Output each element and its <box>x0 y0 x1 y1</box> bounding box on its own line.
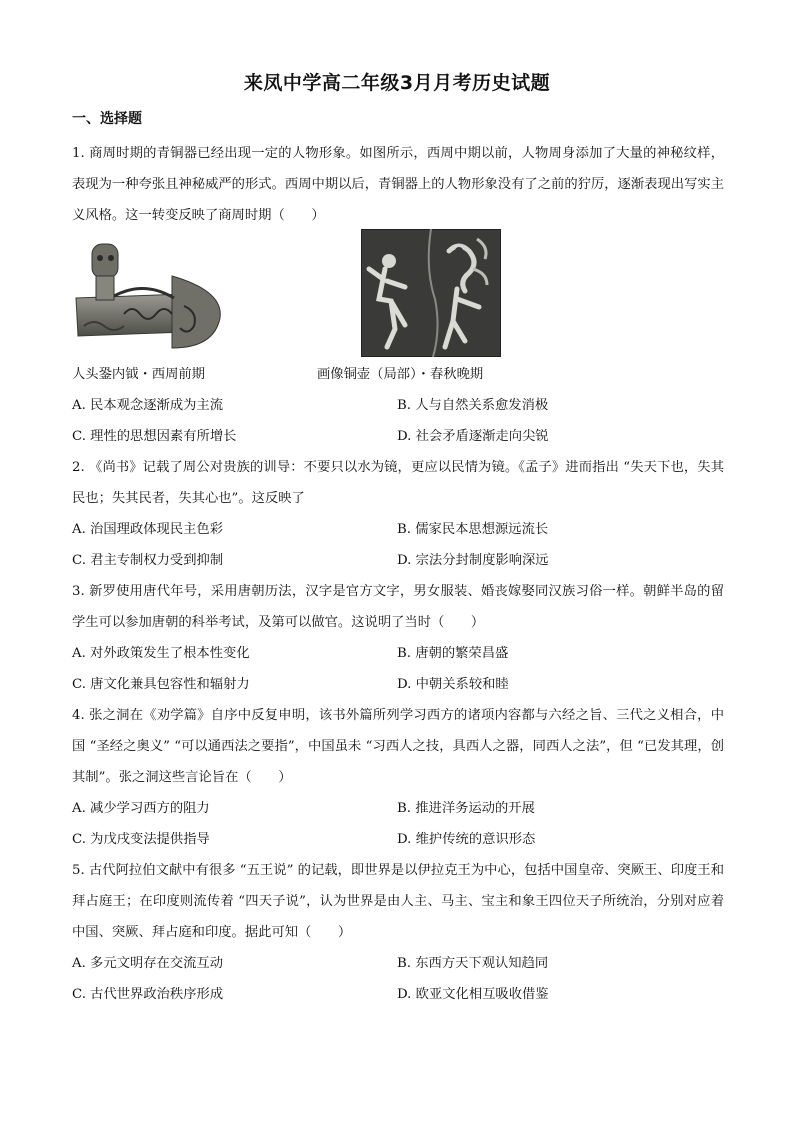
figure-caption-2: 画像铜壶（局部）・春秋晚期 <box>317 367 484 382</box>
option-d[interactable]: D. 维护传统的意识形态 <box>397 832 536 847</box>
option-a[interactable]: A. 治国理政体现民主色彩 <box>72 522 224 537</box>
option-b[interactable]: B. 儒家民本思想源远流长 <box>397 522 549 537</box>
question-stem: 5. 古代阿拉伯文献中有很多 “五王说” 的记载，即世界是以伊拉克王为中心，包括中国皇帝、突厥王、印度王和拜占庭王；在印度则流传着 “四天子说”，认为世界是由人主、马主、宝主和象王四位天子所统治，分别对应着中国、突厥、拜占庭和印度。据此可知（ ） <box>72 863 724 940</box>
question-3 <box>72 576 724 700</box>
option-b[interactable]: B. 人与自然关系愈发消极 <box>397 398 549 413</box>
option-d[interactable]: D. 宗法分封制度影响深远 <box>397 553 549 568</box>
question-stem: 1. 商周时期的青铜器已经出现一定的人物形象。如图所示，西周中期以前，人物周身添加了大量的神秘纹样，表现为一种夸张且神秘威严的形式。西周中期以后，青铜器上的人物形象没有了之前的狞厉，逐渐表现出写实主义风格。这一转变反映了商周时期（ ） <box>72 146 724 223</box>
question-1 <box>72 138 724 452</box>
option-c[interactable]: C. 君主专制权力受到抑制 <box>72 553 224 568</box>
question-stem: 2. 《尚书》记载了周公对贵族的训导：不要只以水为镜，更应以民情为镜。《孟子》进而指出 “失天下也，失其民也；失其民者，失其心也”。这反映了 <box>72 460 724 506</box>
options <box>72 793 724 855</box>
question-4 <box>72 700 724 855</box>
option-d[interactable]: D. 社会矛盾逐渐走向尖锐 <box>397 429 549 444</box>
option-d[interactable]: D. 中朝关系较和睦 <box>397 677 509 692</box>
question-2 <box>72 452 724 576</box>
options <box>72 390 724 452</box>
bronze-pot-image <box>361 229 501 357</box>
question-5 <box>72 855 724 1010</box>
option-b[interactable]: B. 推进洋务运动的开展 <box>397 801 535 816</box>
question-stem: 3. 新罗使用唐代年号，采用唐朝历法，汉字是官方文字，男女服装、婚丧嫁娶同汉族习俗一样。朝鲜半岛的留学生可以参加唐朝的科举考试，及第可以做官。这说明了当时（ ） <box>72 584 724 630</box>
questions <box>72 138 724 1010</box>
option-a[interactable]: A. 民本观念逐渐成为主流 <box>72 398 224 413</box>
figure-caption-1: 人头銎内钺・西周前期 <box>72 367 205 382</box>
figure-row <box>72 234 724 359</box>
section-heading: 一、选择题 <box>72 111 142 127</box>
option-a[interactable]: A. 对外政策发生了根本性变化 <box>72 646 250 661</box>
option-c[interactable]: C. 唐文化兼具包容性和辐射力 <box>72 677 250 692</box>
options <box>72 514 724 576</box>
options <box>72 948 724 1010</box>
options <box>72 638 724 700</box>
bronze-axe-image <box>74 236 224 356</box>
option-b[interactable]: B. 东西方天下观认知趋同 <box>397 956 549 971</box>
option-c[interactable]: C. 为戊戌变法提供指导 <box>72 832 210 847</box>
figure-captions <box>72 359 724 390</box>
option-a[interactable]: A. 多元文明存在交流互动 <box>72 956 224 971</box>
option-c[interactable]: C. 古代世界政治秩序形成 <box>72 987 224 1002</box>
option-c[interactable]: C. 理性的思想因素有所增长 <box>72 429 237 444</box>
question-stem: 4. 张之洞在《劝学篇》自序中反复申明，该书外篇所列学习西方的诸项内容都与六经之旨、三代之义相合，中国 “圣经之奥义” “可以通西法之要指”，中国虽未 “习西人之技，具西人之器，同西人之法”，但 “已发其理，创其制”。张之洞这些言论旨在（ ） <box>72 708 724 785</box>
exam-title: 来凤中学高二年级3月月考历史试题 <box>243 72 551 94</box>
option-a[interactable]: A. 减少学习西方的阻力 <box>72 801 210 816</box>
option-b[interactable]: B. 唐朝的繁荣昌盛 <box>397 646 509 661</box>
option-d[interactable]: D. 欧亚文化相互吸收借鉴 <box>397 987 549 1002</box>
